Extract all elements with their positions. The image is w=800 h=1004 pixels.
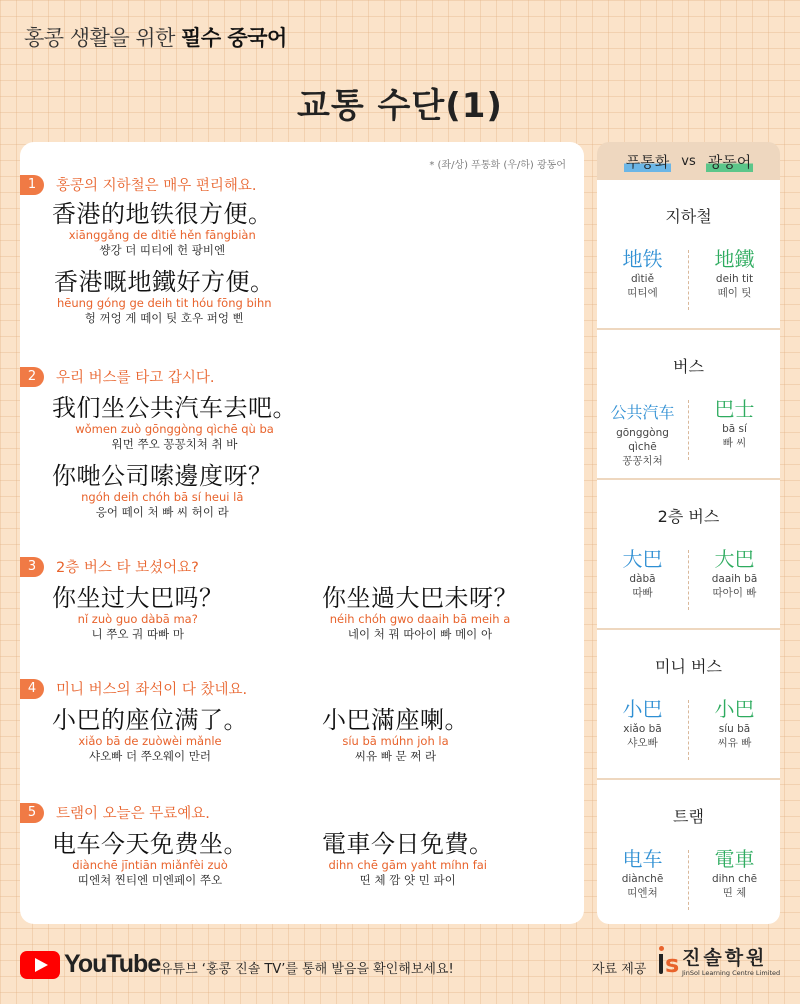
number-badge: 4 bbox=[20, 679, 44, 699]
vocab-box-subway bbox=[597, 180, 780, 328]
logo-korean-name: 진솔학원 bbox=[682, 946, 768, 969]
youtube-wordmark: YouTube bbox=[64, 950, 161, 978]
pinyin: dìtiě bbox=[630, 273, 655, 285]
question-3 bbox=[20, 556, 199, 577]
sentence-putonghua bbox=[52, 584, 224, 642]
vocab-title: 2층 버스 bbox=[657, 507, 720, 526]
jyutping: bā sí bbox=[722, 423, 747, 435]
number-badge: 1 bbox=[20, 175, 44, 195]
question-2 bbox=[20, 366, 215, 387]
sentence-cantonese bbox=[52, 462, 273, 520]
romanization: nǐ zuò guo dàbā ma? bbox=[77, 612, 198, 626]
number-badge: 3 bbox=[20, 557, 44, 577]
sentence-putonghua bbox=[52, 394, 297, 452]
vocab-box-bus bbox=[597, 330, 780, 478]
korean-pronunciation: 꽁꽁치쳐 bbox=[622, 455, 663, 467]
romanization: dihn chē gām yaht míhn fai bbox=[328, 858, 487, 872]
korean-pronunciation: 빠 씨 bbox=[722, 437, 747, 449]
romanization: síu bā múhn joh la bbox=[342, 734, 449, 748]
putonghua-label: 푸통화 bbox=[625, 152, 670, 171]
cantonese-word: 大巴 bbox=[714, 547, 755, 571]
romanization: ngóh deih chóh bā sí heui lā bbox=[81, 490, 244, 504]
vs-label: vs bbox=[681, 153, 696, 169]
question-4 bbox=[20, 678, 247, 699]
sentence-cantonese bbox=[322, 830, 494, 888]
vocab-title: 버스 bbox=[673, 357, 704, 376]
korean-pronunciation: 띤 체 bbox=[722, 887, 747, 899]
jyutping: dihn chē bbox=[711, 873, 758, 885]
vocab-box-double-decker bbox=[597, 480, 780, 628]
hanzi-sentence: 你坐过大巴吗？ bbox=[52, 584, 224, 612]
putonghua-word: 电车 bbox=[622, 847, 663, 871]
romanization: diànchē jīntiān miǎnfèi zuò bbox=[72, 858, 228, 872]
question-1 bbox=[20, 174, 257, 195]
number-badge: 5 bbox=[20, 803, 44, 823]
question-text: 2층 버스 타 보셨어요? bbox=[56, 560, 199, 576]
korean-pronunciation: 니 쭈오 궈 따빠 마 bbox=[91, 627, 184, 641]
romanization: hēung góng ge deih tit hóu fōng bihn bbox=[56, 296, 272, 310]
sentence-cantonese bbox=[322, 706, 469, 764]
korean-pronunciation: 네이 처 꿔 따아이 빠 메이 아 bbox=[347, 627, 493, 641]
pinyin: diànchē bbox=[621, 873, 664, 885]
korean-pronunciation: 떼이 팃 bbox=[717, 287, 752, 299]
page-title: 교통 수단(1) bbox=[297, 86, 503, 126]
logo-english-name: JinSol Learning Centre Limited bbox=[682, 968, 781, 977]
hanzi-sentence: 香港的地铁很方便。 bbox=[52, 200, 273, 228]
korean-pronunciation: 따빠 bbox=[632, 587, 653, 599]
romanization: xiǎo bā de zuòwèi mǎnle bbox=[78, 734, 222, 748]
question-text: 미니 버스의 좌석이 다 찼네요. bbox=[56, 682, 248, 698]
korean-pronunciation: 샤오빠 더 쭈오웨이 만러 bbox=[88, 749, 212, 763]
number-badge: 2 bbox=[20, 367, 44, 387]
vocab-title: 미니 버스 bbox=[655, 657, 722, 676]
cantonese-label: 광동어 bbox=[707, 152, 752, 171]
romanization: wǒmen zuò gōnggòng qìchē qù ba bbox=[75, 422, 274, 436]
panel-header bbox=[597, 142, 780, 180]
vocabulary-panel bbox=[597, 142, 780, 924]
korean-pronunciation: 워먼 쭈오 꽁꽁치쳐 취 바 bbox=[111, 437, 238, 451]
jyutping: deih tit bbox=[715, 273, 754, 285]
korean-pronunciation: 띠티에 bbox=[627, 287, 658, 299]
romanization: xiānggǎng de dìtiě hěn fāngbiàn bbox=[68, 228, 256, 242]
pinyin: qìchē bbox=[628, 441, 657, 453]
sentence-putonghua bbox=[52, 200, 273, 258]
jyutping: síu bā bbox=[718, 723, 751, 735]
cantonese-word: 地鐵 bbox=[714, 247, 755, 271]
korean-pronunciation: 따아이 빠 bbox=[712, 587, 757, 599]
vocab-title: 트램 bbox=[673, 807, 704, 826]
language-note: * (좌/상) 푸통화 (우/하) 광동어 bbox=[429, 160, 566, 171]
hanzi-sentence: 小巴的座位满了。 bbox=[52, 706, 248, 734]
korean-pronunciation: 띠엔쳐 bbox=[627, 887, 658, 899]
hanzi-sentence: 我们坐公共汽车去吧。 bbox=[52, 394, 297, 422]
sentences-card bbox=[20, 142, 584, 924]
pinyin: dàbā bbox=[629, 573, 656, 585]
youtube-play-icon bbox=[20, 951, 60, 979]
footer-text: 유튜브 ‘홍콩 진솔 TV’를 통해 발음을 확인해보세요! bbox=[160, 962, 454, 977]
putonghua-word: 小巴 bbox=[622, 697, 663, 721]
sentence-cantonese bbox=[54, 268, 275, 326]
hanzi-sentence: 你哋公司嗦邊度呀？ bbox=[52, 462, 273, 490]
series-title: 홍콩 생활을 위한 필수 중국어 bbox=[24, 26, 287, 50]
romanization: néih chóh gwo daaih bā meih a bbox=[329, 612, 511, 626]
pinyin: xiǎo bā bbox=[623, 723, 662, 735]
question-text: 홍콩의 지하철은 매우 편리해요. bbox=[56, 178, 257, 194]
cantonese-word: 巴士 bbox=[714, 397, 755, 421]
jinsol-logo bbox=[656, 944, 780, 980]
vocab-title: 지하철 bbox=[665, 207, 712, 226]
korean-pronunciation: 씨유 빠 문 쩌 라 bbox=[354, 749, 437, 763]
hanzi-sentence: 香港嘅地鐵好方便。 bbox=[54, 268, 275, 296]
hanzi-sentence: 电车今天免费坐。 bbox=[52, 830, 248, 858]
jinsol-logo-icon: s bbox=[656, 944, 678, 980]
sentence-putonghua bbox=[52, 706, 248, 764]
jyutping: daaih bā bbox=[711, 573, 758, 585]
korean-pronunciation: 띠엔쳐 찐티엔 미엔페이 쭈오 bbox=[77, 873, 223, 887]
korean-pronunciation: 헝 꺼엉 게 떼이 팃 호우 퍼엉 삔 bbox=[84, 311, 244, 325]
vocab-box-tram bbox=[597, 780, 780, 924]
korean-pronunciation: 샤오빠 bbox=[627, 737, 658, 749]
putonghua-word: 大巴 bbox=[622, 547, 663, 571]
hanzi-sentence: 小巴滿座喇。 bbox=[322, 706, 469, 734]
pinyin: gōnggòng bbox=[616, 427, 669, 439]
putonghua-word: 公共汽车 bbox=[610, 403, 675, 422]
hanzi-sentence: 你坐過大巴未呀？ bbox=[322, 584, 518, 612]
hanzi-sentence: 電車今日免費。 bbox=[322, 830, 494, 858]
cantonese-word: 電車 bbox=[714, 847, 755, 871]
question-text: 트램이 오늘은 무료예요. bbox=[56, 806, 210, 822]
cantonese-word: 小巴 bbox=[714, 697, 755, 721]
youtube-logo[interactable] bbox=[20, 950, 160, 979]
question-5 bbox=[20, 802, 210, 823]
putonghua-word: 地铁 bbox=[622, 247, 663, 271]
source-label: 자료 제공 bbox=[592, 962, 647, 977]
vocab-box-minibus bbox=[597, 630, 780, 778]
sentence-cantonese bbox=[322, 584, 518, 642]
korean-pronunciation: 응어 떼이 처 빠 씨 허이 라 bbox=[95, 505, 229, 519]
korean-pronunciation: 썅강 더 띠티에 헌 팡비엔 bbox=[99, 243, 226, 257]
question-text: 우리 버스를 타고 갑시다. bbox=[56, 370, 215, 386]
korean-pronunciation: 띤 체 깜 얏 민 파이 bbox=[359, 873, 456, 887]
korean-pronunciation: 씨유 빠 bbox=[717, 737, 752, 749]
sentence-putonghua bbox=[52, 830, 248, 888]
